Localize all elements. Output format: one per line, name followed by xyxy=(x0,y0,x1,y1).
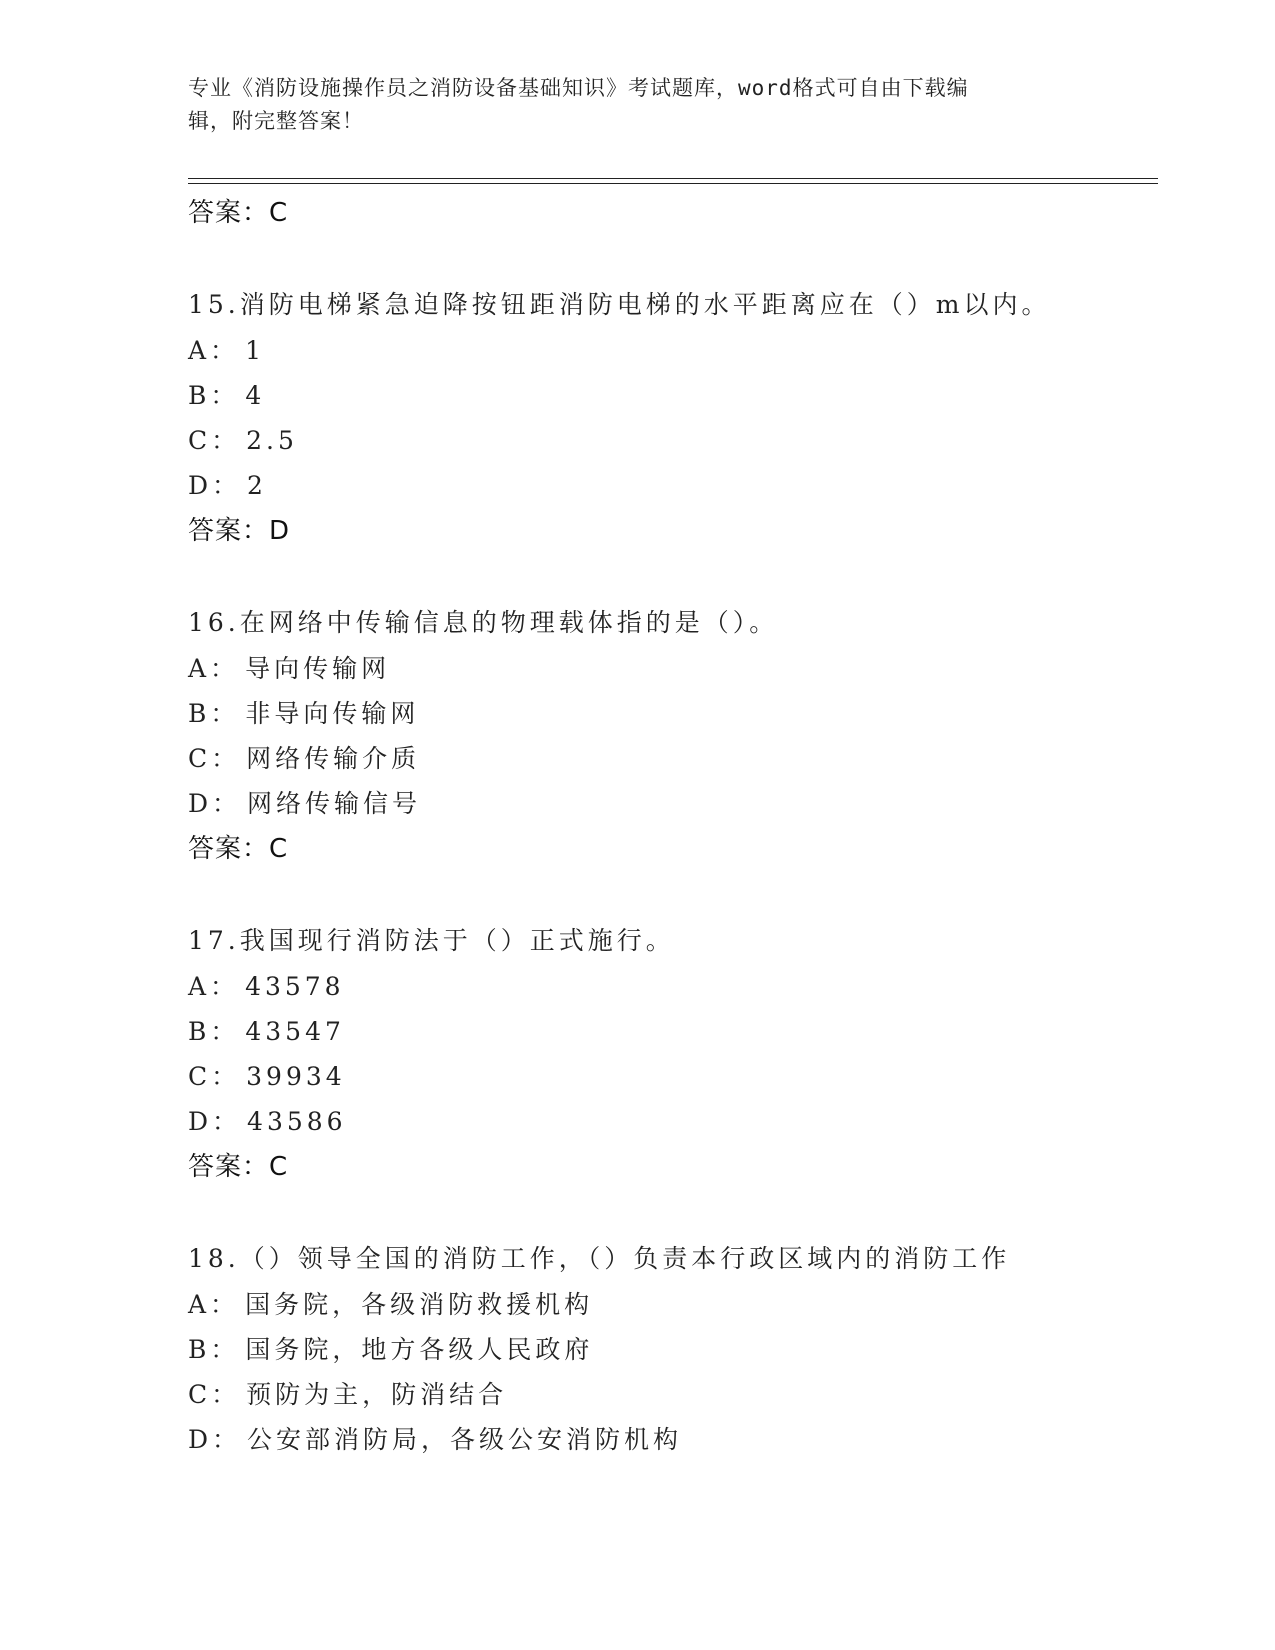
document-header xyxy=(188,72,1068,138)
option-letter: D： xyxy=(188,1107,242,1136)
header-divider-bottom xyxy=(188,183,1158,184)
option-b xyxy=(188,1009,1168,1054)
answer-line: 答案：C xyxy=(188,1152,289,1182)
option-text: 预防为主，防消结合 xyxy=(246,1380,508,1409)
option-letter: A： xyxy=(188,336,240,365)
option-text: 公安部消防局，各级公安消防机构 xyxy=(247,1425,683,1454)
option-c xyxy=(188,418,1168,463)
option-letter: A： xyxy=(188,972,240,1001)
option-letter: C： xyxy=(188,1380,241,1409)
option-text: 1 xyxy=(245,336,265,365)
option-d xyxy=(188,781,1168,826)
option-text: 39934 xyxy=(246,1062,346,1091)
option-d xyxy=(188,1417,1168,1462)
option-text: 2 xyxy=(247,471,267,500)
answer-line: 答案：C xyxy=(188,834,289,864)
option-letter: C： xyxy=(188,426,241,455)
question-block xyxy=(188,918,1168,1190)
option-d xyxy=(188,1099,1168,1144)
option-a xyxy=(188,646,1168,691)
question-stem: 18.（）领导全国的消防工作，（）负责本行政区域内的消防工作 xyxy=(188,1244,1011,1273)
option-b xyxy=(188,691,1168,736)
option-letter: A： xyxy=(188,1290,240,1319)
question-list xyxy=(188,190,1168,1462)
option-a xyxy=(188,964,1168,1009)
question-block xyxy=(188,1236,1168,1462)
option-letter: C： xyxy=(188,1062,241,1091)
answer-line: 答案：D xyxy=(188,516,291,546)
option-text: 43586 xyxy=(247,1107,347,1136)
option-text: 43547 xyxy=(245,1017,345,1046)
option-letter: B： xyxy=(188,1335,240,1364)
option-letter: B： xyxy=(188,699,240,728)
option-letter: D： xyxy=(188,471,242,500)
option-letter: D： xyxy=(188,1425,242,1454)
question-stem: 16.在网络中传输信息的物理载体指的是（）。 xyxy=(188,608,779,637)
option-a xyxy=(188,328,1168,373)
option-c xyxy=(188,1054,1168,1099)
option-text: 国务院，各级消防救援机构 xyxy=(245,1290,594,1319)
question-block xyxy=(188,282,1168,554)
option-b xyxy=(188,1327,1168,1372)
option-text: 网络传输信号 xyxy=(247,789,422,818)
option-text: 国务院，地方各级人民政府 xyxy=(245,1335,594,1364)
question-stem: 15.消防电梯紧急迫降按钮距消防电梯的水平距离应在（）m以内。 xyxy=(188,290,1051,319)
question-stem: 17.我国现行消防法于（）正式施行。 xyxy=(188,926,675,955)
option-c xyxy=(188,1372,1168,1417)
option-b xyxy=(188,373,1168,418)
option-letter: A： xyxy=(188,654,240,683)
option-c xyxy=(188,736,1168,781)
option-d xyxy=(188,463,1168,508)
option-letter: C： xyxy=(188,744,241,773)
option-text: 2.5 xyxy=(246,426,298,455)
question-block xyxy=(188,600,1168,872)
option-text: 网络传输介质 xyxy=(246,744,421,773)
option-letter: B： xyxy=(188,1017,240,1046)
option-text: 非导向传输网 xyxy=(245,699,420,728)
header-divider-top xyxy=(188,178,1158,179)
option-letter: B： xyxy=(188,381,240,410)
option-text: 4 xyxy=(245,381,266,410)
option-text: 导向传输网 xyxy=(245,654,391,683)
option-text: 43578 xyxy=(245,972,345,1001)
header-line-1: 专业《消防设施操作员之消防设备基础知识》考试题库，word格式可自由下载编 xyxy=(188,76,969,100)
header-line-2: 辑，附完整答案！ xyxy=(188,109,364,133)
option-a xyxy=(188,1282,1168,1327)
option-letter: D： xyxy=(188,789,242,818)
answer-line: 答案：C xyxy=(188,198,289,228)
